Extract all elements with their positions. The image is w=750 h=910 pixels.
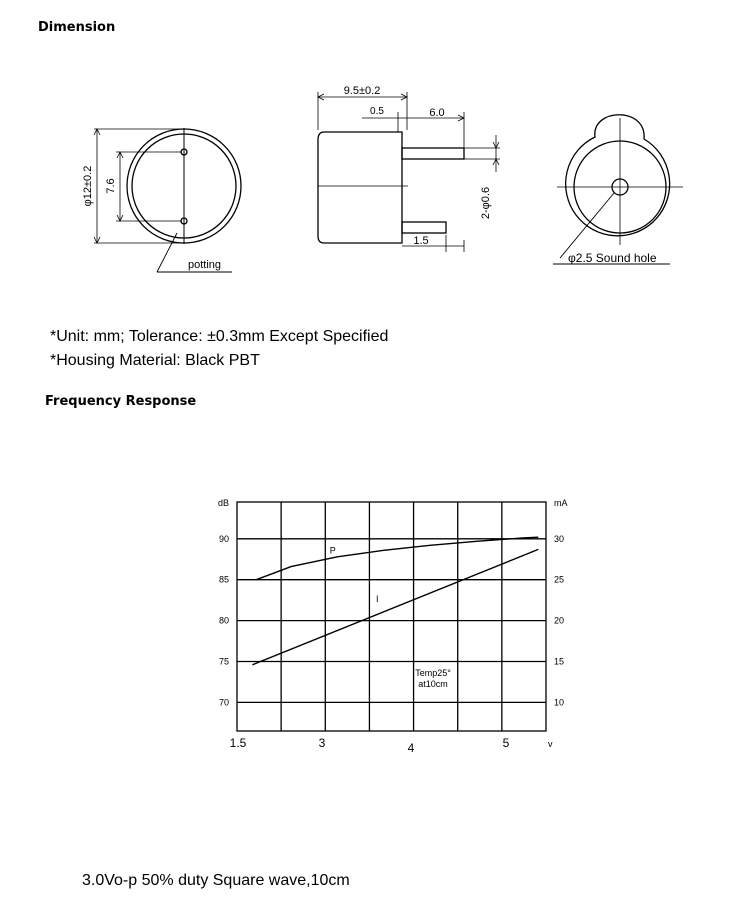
chart-labels bbox=[218, 498, 568, 755]
right-tick-label: 20 bbox=[554, 615, 565, 626]
frequency-response-chart bbox=[0, 490, 750, 770]
left-unit-label: dB bbox=[217, 498, 229, 508]
side-pin-upper bbox=[402, 148, 464, 159]
housing-note: *Housing Material: Black PBT bbox=[50, 352, 260, 369]
left-tick-label: 70 bbox=[218, 697, 229, 708]
frequency-response-title: Frequency Response bbox=[45, 394, 197, 409]
side-gap-label: 0.5 bbox=[370, 106, 384, 117]
front-view bbox=[94, 128, 241, 272]
right-tick-label: 30 bbox=[554, 533, 565, 544]
right-tick-label: 25 bbox=[554, 574, 565, 585]
dimension-title: Dimension bbox=[38, 20, 116, 35]
series-label-I: I bbox=[376, 593, 379, 604]
left-tick-label: 75 bbox=[218, 656, 229, 667]
series-label-P: P bbox=[329, 545, 336, 556]
side-pin-length-label: 6.0 bbox=[429, 107, 445, 119]
chart-grid bbox=[237, 502, 546, 731]
sound-hole-label: φ2.5 Sound hole bbox=[568, 251, 657, 265]
front-pitch-label: 7.6 bbox=[105, 178, 117, 194]
test-condition: 3.0Vo-p 50% duty Square wave,10cm bbox=[82, 872, 350, 889]
unit-note: *Unit: mm; Tolerance: ±0.3mm Except Specified bbox=[50, 328, 389, 345]
x-unit-label: v bbox=[548, 739, 553, 749]
x-tick-label: 1.5 bbox=[229, 736, 247, 750]
plot-frame bbox=[237, 502, 546, 731]
side-pin-lower bbox=[402, 222, 446, 233]
right-unit-label: mA bbox=[554, 498, 568, 508]
dimension-drawing bbox=[0, 0, 750, 300]
chart-annotation-line: Temp25° bbox=[415, 668, 451, 678]
x-tick-label: 4 bbox=[407, 741, 415, 755]
side-body bbox=[318, 132, 402, 243]
series-line-P bbox=[256, 537, 538, 580]
side-view bbox=[318, 92, 500, 252]
front-diameter-label: φ12±0.2 bbox=[82, 165, 94, 207]
chart-series bbox=[252, 537, 538, 665]
side-width-label: 9.5±0.2 bbox=[343, 85, 381, 97]
back-view bbox=[553, 115, 683, 264]
right-tick-label: 10 bbox=[554, 697, 565, 708]
chart-annotation-line: at10cm bbox=[418, 679, 448, 689]
side-pin-diameter-label: 2-φ0.6 bbox=[480, 186, 492, 220]
left-tick-label: 80 bbox=[218, 615, 229, 626]
left-tick-label: 90 bbox=[218, 533, 229, 544]
right-tick-label: 15 bbox=[554, 656, 565, 667]
left-tick-label: 85 bbox=[218, 574, 229, 585]
x-tick-label: 3 bbox=[318, 736, 326, 750]
potting-label: potting bbox=[188, 259, 222, 271]
series-line-I bbox=[252, 549, 538, 664]
side-pin-offset-label: 1.5 bbox=[413, 235, 429, 247]
x-tick-label: 5 bbox=[502, 736, 510, 750]
